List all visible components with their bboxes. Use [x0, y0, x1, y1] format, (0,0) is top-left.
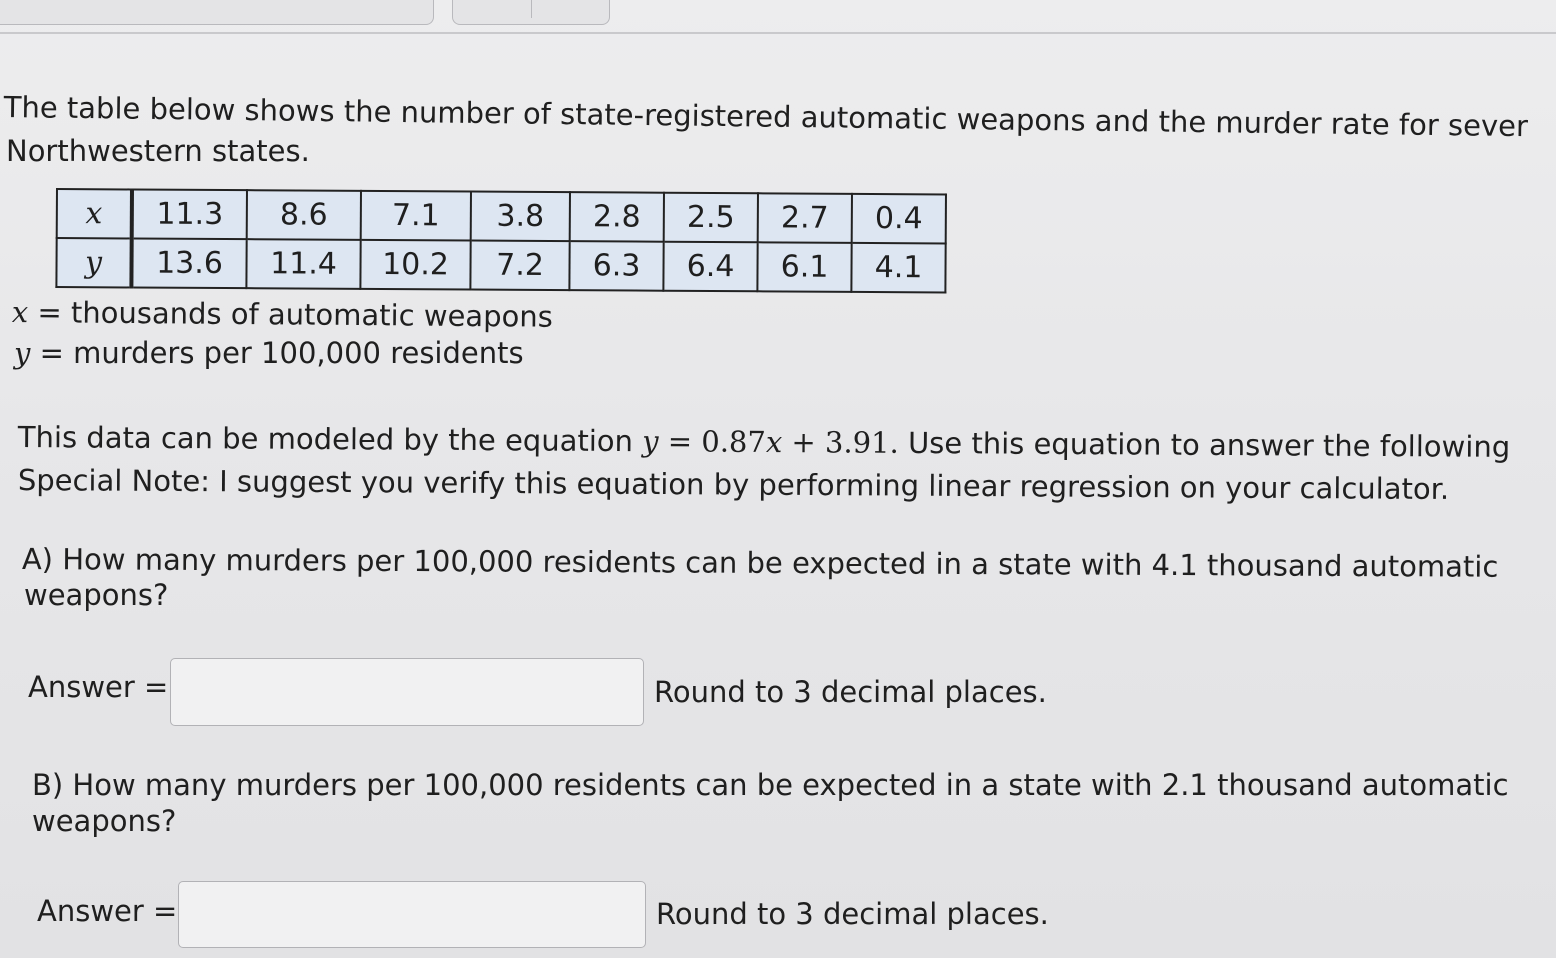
special-note: Special Note: I suggest you verify this equation by performing linear regression on your calculator. — [17, 462, 1450, 506]
answer-b-label: Answer = — [37, 894, 178, 928]
intro-line-1: The table below shows the number of state-registered automatic weapons and the murder rate for sever — [3, 89, 1529, 144]
table-cell: 11.3 — [132, 189, 247, 239]
x-definition-text: = thousands of automatic weapons — [28, 295, 553, 334]
y-definition-text: = murders per 100,000 residents — [30, 336, 524, 370]
table-header-y: y — [56, 238, 131, 287]
table-cell: 6.3 — [569, 241, 663, 291]
table-cell: 3.8 — [471, 192, 570, 242]
equation-y: y — [642, 424, 659, 459]
table-cell: 8.6 — [247, 190, 361, 240]
table-cell: 10.2 — [360, 240, 470, 290]
top-rule — [0, 32, 1556, 34]
intro-line-2: Northwestern states. — [6, 134, 310, 168]
table-cell: 2.5 — [664, 193, 758, 243]
question-b-line-2: weapons? — [32, 804, 177, 838]
question-b-line-1: B) How many murders per 100,000 residents can be expected in a state with 2.1 thousand automatic — [32, 768, 1509, 802]
y-definition — [14, 334, 524, 372]
top-tab-left — [0, 0, 434, 25]
table-cell: 2.8 — [570, 192, 664, 242]
table-row-y — [56, 238, 945, 292]
model-sentence — [18, 418, 1511, 466]
top-tab-right — [452, 0, 610, 25]
table-cell: 7.2 — [470, 241, 569, 291]
table-cell: 13.6 — [131, 238, 246, 288]
table-cell: 7.1 — [361, 191, 471, 241]
equation-x: x — [765, 424, 783, 460]
table-cell: 6.1 — [757, 242, 851, 292]
answer-b-hint: Round to 3 decimal places. — [656, 897, 1049, 931]
data-table — [55, 188, 947, 293]
answer-b-input[interactable] — [178, 881, 646, 948]
table-row-x — [57, 189, 946, 243]
equation-middle: = 0.87 — [658, 424, 767, 459]
table-cell: 11.4 — [246, 239, 360, 289]
question-a-line-1: A) How many murders per 100,000 residents can be expected in a state with 4.1 thousand automatic — [21, 542, 1499, 584]
model-prefix: This data can be modeled by the equation — [17, 419, 643, 459]
x-variable: x — [11, 294, 29, 330]
table-cell: 4.1 — [851, 243, 945, 293]
x-definition — [12, 293, 553, 336]
model-suffix: Use this equation to answer the following — [898, 425, 1511, 464]
answer-a-hint: Round to 3 decimal places. — [654, 675, 1047, 709]
equation-end: + 3.91. — [782, 425, 899, 460]
table-cell: 6.4 — [663, 242, 757, 292]
table-cell: 2.7 — [758, 193, 852, 243]
y-variable: y — [14, 336, 31, 370]
answer-a-input[interactable] — [170, 658, 644, 726]
table-cell: 0.4 — [852, 194, 946, 244]
table-header-x: x — [57, 189, 132, 238]
tab-divider — [531, 0, 532, 18]
question-a-line-2: weapons? — [24, 578, 169, 612]
answer-a-label: Answer = — [28, 670, 169, 704]
